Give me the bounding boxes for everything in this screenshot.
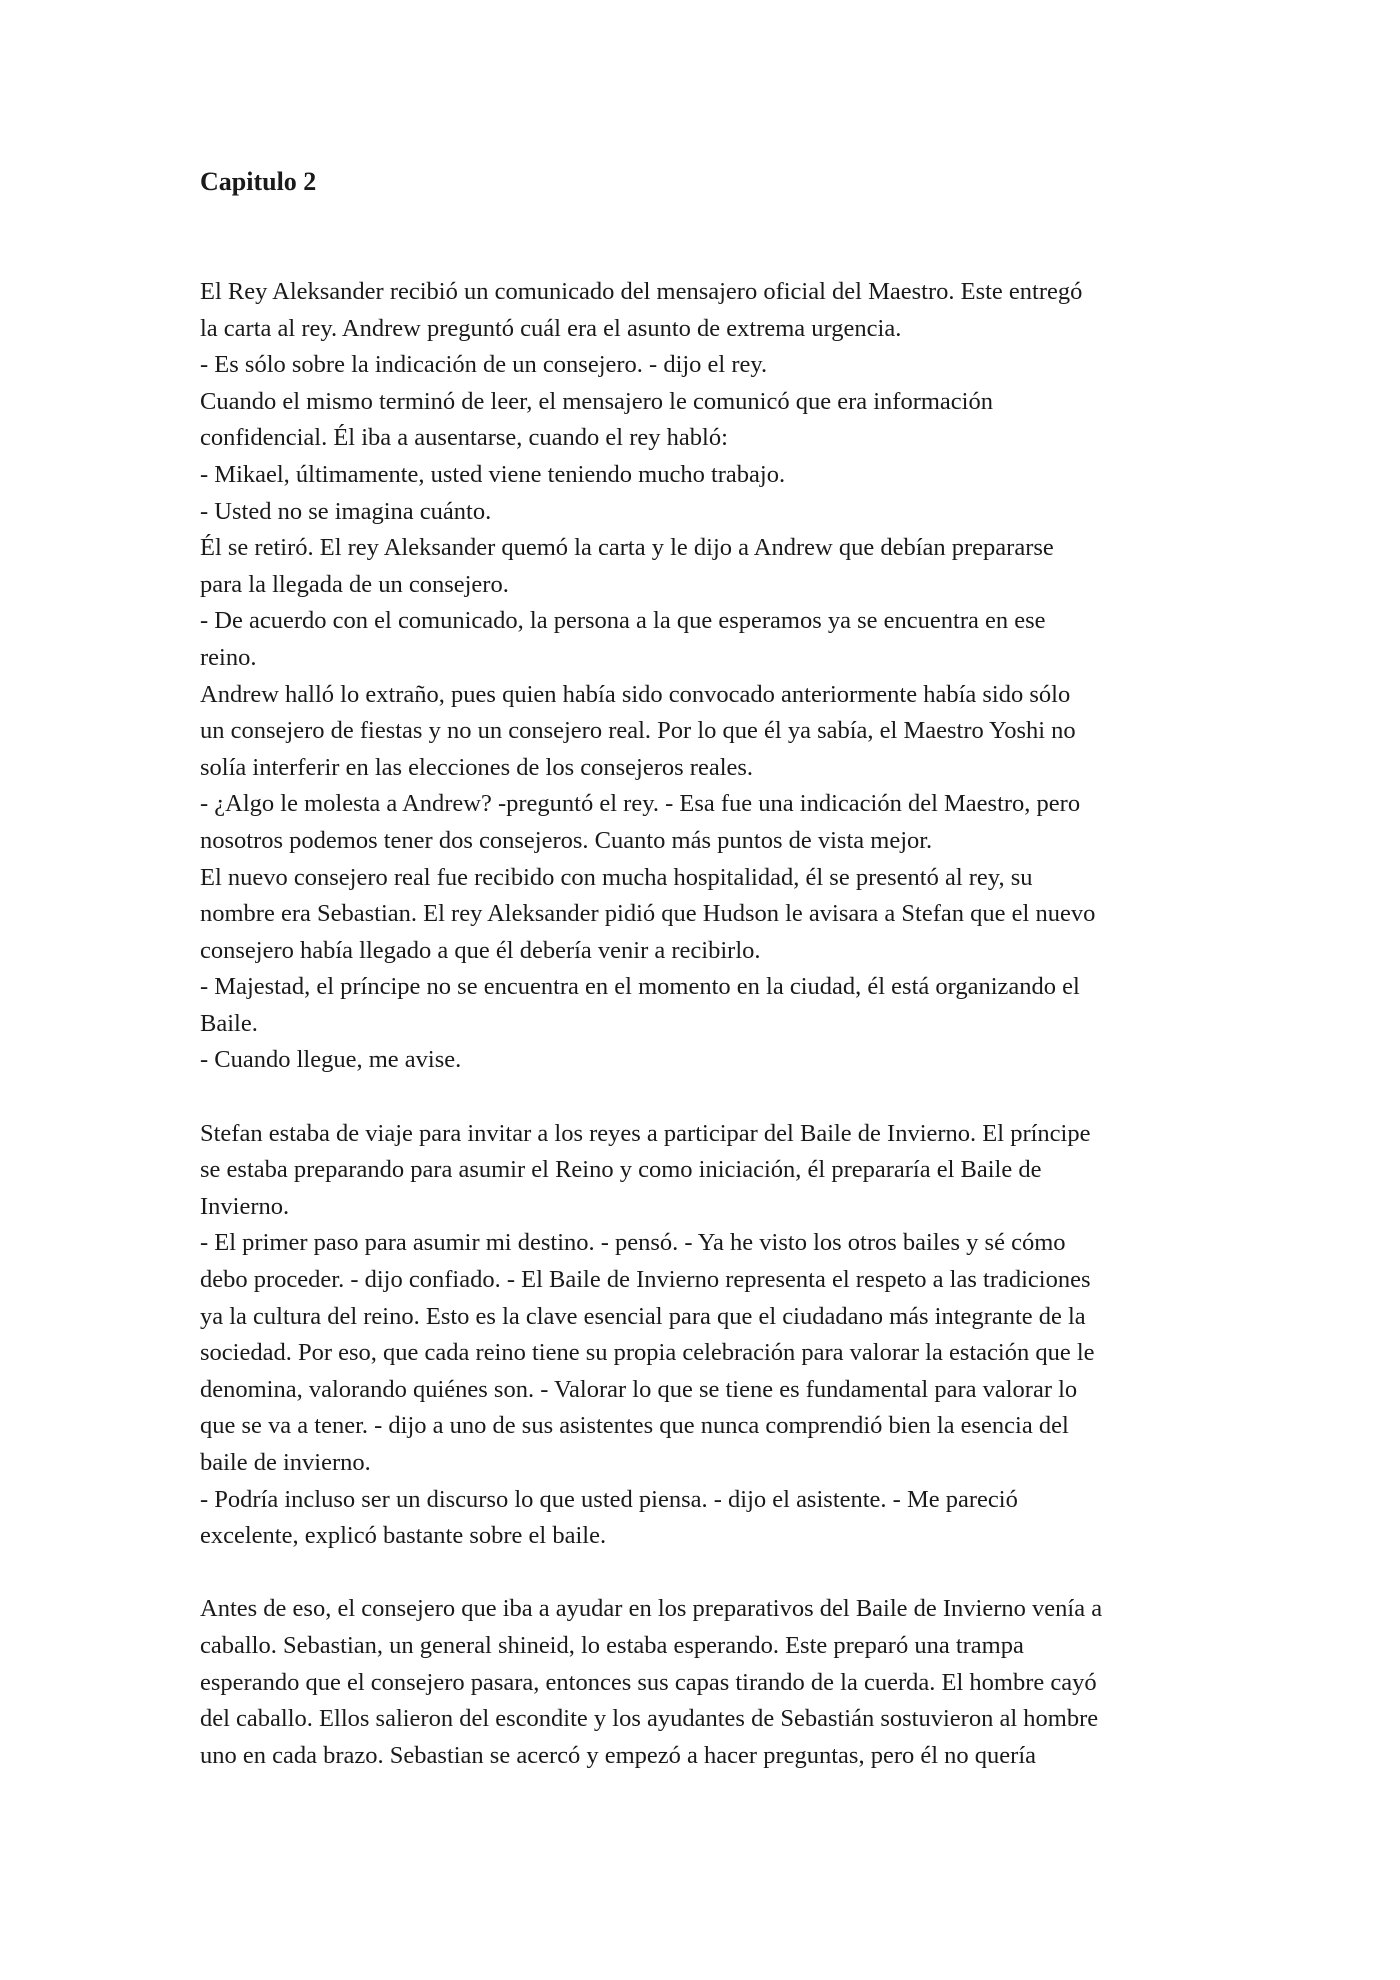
text-line: - El primer paso para asumir mi destino. - pensó. - Ya he visto los otros bailes y sé cómo xyxy=(200,1229,1066,1257)
text-line: - Es sólo sobre la indicación de un consejero. - dijo el rey. xyxy=(200,351,768,379)
text-line: Antes de eso, el consejero que iba a ayudar en los preparativos del Baile de Invierno venía a xyxy=(200,1595,1103,1623)
text-line: nombre era Sebastian. El rey Aleksander pidió que Hudson le avisara a Stefan que el nuevo xyxy=(200,900,1096,928)
text-line: un consejero de fiestas y no un consejero real. Por lo que él ya sabía, el Maestro Yoshi no xyxy=(200,717,1076,745)
text-line: solía interferir en las elecciones de los consejeros reales. xyxy=(200,753,754,781)
text-line: nosotros podemos tener dos consejeros. Cuanto más puntos de vista mejor. xyxy=(200,826,933,854)
text-line: Andrew halló lo extraño, pues quien había sido convocado anteriormente había sido sólo xyxy=(200,680,1071,708)
text-line: - Usted no se imagina cuánto. xyxy=(200,497,492,525)
text-line: del caballo. Ellos salieron del escondite y los ayudantes de Sebastián sostuvieron al hombre xyxy=(200,1705,1099,1733)
text-line: esperando que el consejero pasara, entonces sus capas tirando de la cuerda. El hombre cayó xyxy=(200,1668,1097,1696)
text-line: Baile. xyxy=(200,1009,258,1037)
text-line: - Majestad, el príncipe no se encuentra en el momento en la ciudad, él está organizando el xyxy=(200,973,1080,1001)
text-line: la carta al rey. Andrew preguntó cuál era el asunto de extrema urgencia. xyxy=(200,314,902,342)
text-line: - Cuando llegue, me avise. xyxy=(200,1046,462,1074)
text-line: uno en cada brazo. Sebastian se acercó y empezó a hacer preguntas, pero él no quería xyxy=(200,1741,1037,1769)
text-line: baile de invierno. xyxy=(200,1449,371,1476)
text-line: confidencial. Él iba a ausentarse, cuando el rey habló: xyxy=(200,424,728,452)
text-line: Él se retiró. El rey Aleksander quemó la carta y le dijo a Andrew que debían prepararse xyxy=(200,534,1054,562)
text-line: para la llegada de un consejero. xyxy=(200,570,509,598)
text-line: reino. xyxy=(200,643,257,671)
chapter-body xyxy=(200,274,1210,1774)
text-line: ya la cultura del reino. Esto es la clave esencial para que el ciudadano más integrante de la xyxy=(200,1302,1086,1330)
chapter-title: Capitulo 2 xyxy=(200,167,317,196)
text-line: sociedad. Por eso, que cada reino tiene su propia celebración para valorar la estación que le xyxy=(200,1339,1095,1367)
text-line: El Rey Aleksander recibió un comunicado del mensajero oficial del Maestro. Este entregó xyxy=(200,278,1083,305)
text-line: denomina, valorando quiénes son. - Valorar lo que se tiene es fundamental para valorar lo xyxy=(200,1375,1078,1403)
text-line: - ¿Algo le molesta a Andrew? -preguntó el rey. - Esa fue una indicación del Maestro, pero xyxy=(200,790,1081,818)
text-line: Invierno. xyxy=(200,1192,290,1220)
text-line: excelente, explicó bastante sobre el baile. xyxy=(200,1522,607,1550)
text-line: - Podría incluso ser un discurso lo que usted piensa. - dijo el asistente. - Me pareció xyxy=(200,1485,1018,1513)
text-line: consejero había llegado a que él debería venir a recibirlo. xyxy=(200,936,761,964)
paragraph-gap xyxy=(200,1079,1210,1116)
paragraph-gap xyxy=(200,1555,1210,1592)
text-line: Cuando el mismo terminó de leer, el mensajero le comunicó que era información xyxy=(200,387,993,415)
text-line: debo proceder. - dijo confiado. - El Baile de Invierno representa el respeto a las tradiciones xyxy=(200,1266,1091,1294)
text-line: El nuevo consejero real fue recibido con mucha hospitalidad, él se presentó al rey, su xyxy=(200,863,1033,891)
text-line: caballo. Sebastian, un general shineid, lo estaba esperando. Este preparó una trampa xyxy=(200,1631,1024,1659)
text-line: que se va a tener. - dijo a uno de sus asistentes que nunca comprendió bien la esencia del xyxy=(200,1412,1069,1440)
text-line: se estaba preparando para asumir el Reino y como iniciación, él prepararía el Baile de xyxy=(200,1156,1042,1184)
text-line: - De acuerdo con el comunicado, la persona a la que esperamos ya se encuentra en ese xyxy=(200,607,1046,635)
text-line: Stefan estaba de viaje para invitar a los reyes a participar del Baile de Invierno. El príncipe xyxy=(200,1119,1091,1147)
text-line: - Mikael, últimamente, usted viene teniendo mucho trabajo. xyxy=(200,460,786,488)
